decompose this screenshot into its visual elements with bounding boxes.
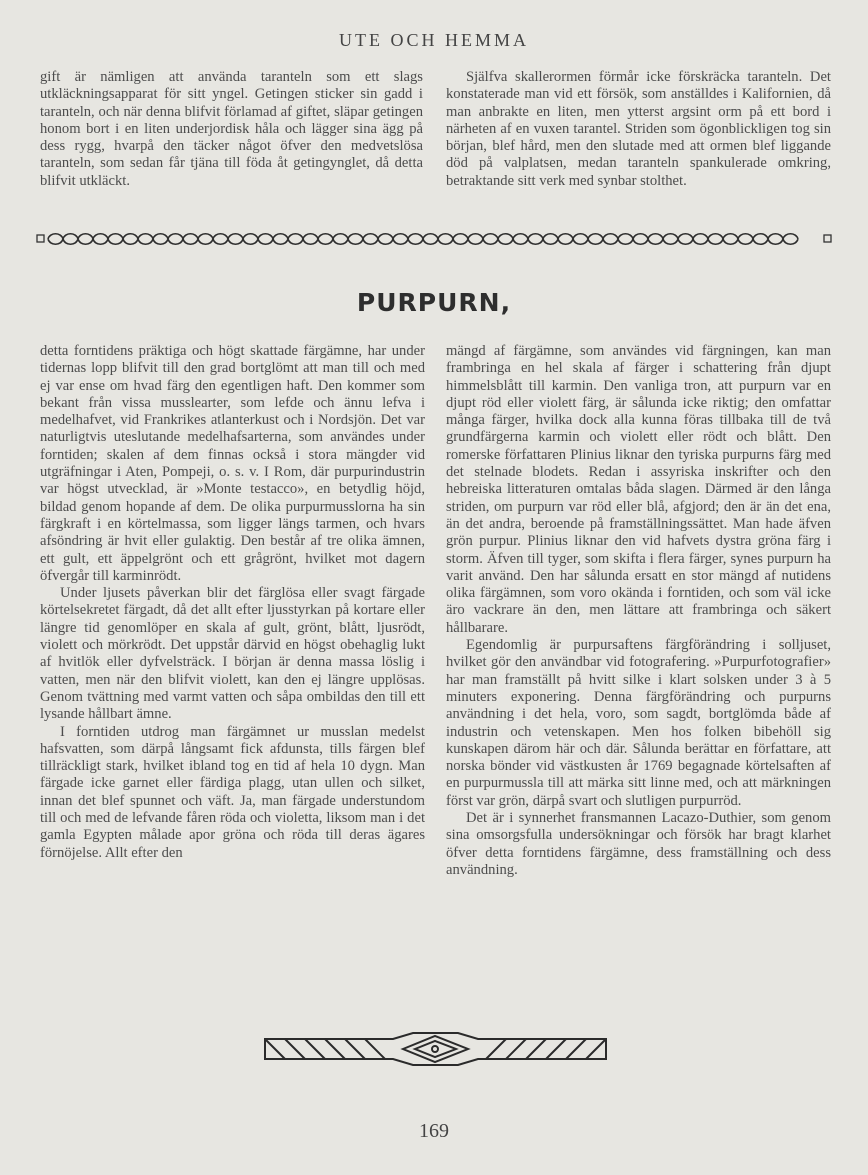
article-paragraph: mängd af färgämne, som användes vid färgningen, kan man frambringa en hel skala af färger i schattering från djupt himmelsblått till karmin. Den vanliga tron, att purpurn var en djupt röd eller violett färg, är sålunda icke riktig; den omfattar många färger, hvilka dock alla kunna föras tillbaka till de två grundfärgerna karmin och violett eller rödt och blått. Den romerske författaren Plinius liknar den tyriska purpurns färg med det stelnade blodets. Redan i assyriska inskrifter och den hebreiska litteraturen omtalas båda slagen. Därmed är den långa striden, om purpurn var röd eller blå, afgjord; den är än det ena, än det andra, beroende på framställningssättet. Man hade äfven grön purpur. Plinius liknar den vid hafvets dystra gröna färg i storm. Äfven till tyger, som skifta i flera färger, synes purpurn ha varit använd. Den har sålunda ersatt en stor mängd af nutidens olika färgämnen, som voro okända i forntiden, och som väl icke äro vackrare än den, men lättare att frambringa och säkert hållbarare. <box>446 343 831 636</box>
page-number: 169 <box>419 1120 449 1142</box>
article-paragraph: I forntiden utdrog man färgämnet ur musslan medelst hafsvatten, som därpå långsamt fick afdunsta, tills färgen blef tillräckligt stark, hvilket ibland tog en tid af hela 10 dygn. Man färgade icke garnet eller färdiga plagg, utan ullen och silket, innan det blef spunnet och väft. Ja, man färgade understundom till och med de lefvande fåren röda och violetta, liksom man i det gamla Egypten målade apor gröna och röda till deras ägares förnöjelse. Allt efter den <box>40 723 425 861</box>
ornamental-divider <box>36 230 832 248</box>
previous-article-right-column <box>446 69 831 190</box>
article-paragraph: Det är i synnerhet fransmannen Lacazo-Duthier, som genom sina omsorgsfulla undersökningar och försök har bragt klarhet öfver detta forntidens färgämne, dess framställning och dess användning. <box>446 810 831 878</box>
end-ornament <box>263 1030 608 1068</box>
previous-article-left-column <box>40 69 423 190</box>
running-head: UTE OCH HEMMA <box>339 30 529 50</box>
article-left-column <box>40 343 425 862</box>
previous-article-paragraph: gift är nämligen att använda taranteln som ett slags utkläckningsapparat för sitt yngel. Getingen sticker sin gadd i taranteln, och när denna blifvit förlamad af giftet, släpar getingen honom bort i en liten underjordisk håla och lägger sina ägg på dess rygg, hvarpå den täcker något öfver den medvetslösa taranteln, som sedan får tjäna till föda åt getingynglet, då detta blifvit utkläckt. <box>40 69 423 189</box>
previous-article-paragraph: Själfva skallerormen förmår icke förskräcka taranteln. Det konstaterade man vid ett försök, som anställdes i Kalifornien, då man anbrakte en liten, men ytterst argsint orm på ett bord i närheten af en vuxen tarantel. Striden som ögonblickligen tog sin början, blef hård, men den slutade med att ormen blef liggande död på valplatsen, medan taranteln spankulerade omkring, betraktande sitt verk med synbar stolthet. <box>446 69 831 189</box>
article-paragraph: Egendomlig är purpursaftens färgförändring i solljuset, hvilket gör den användbar vid fotografering. »Purpurfotografier» har man framställt på hvitt silke i klart solsken under 3 à 5 minuters exponering. Denna färgförändring och purpurns användning i det hela, voro, som sagdt, bortglömda både af industrin och vetenskapen. Men hos folken bibehöll sig kunskapen därom här och där. Sålunda berättar en författare, att norska bönder vid västkusten år 1769 begagnade körtelsaften af en purpurmussla till att märka sitt linne med, och att märkningen först var grön, därpå svart och slutligen purpurröd. <box>446 637 831 809</box>
article-title: PURPURN, <box>356 288 512 317</box>
article-paragraph: Under ljusets påverkan blir det färglösa eller svagt färgade körtelsekretet färgadt, då det allt efter ljusstyrkan på kortare eller längre tid genomlöper en skala af gult, grönt, blått, ljusrödt, violett och mörkrödt. Det uppstår därvid en högst obehaglig lukt af hvitlök eller dyfvelsträck. I början är denna massa löslig i vatten, men när den blifvit violett, kan den ej längre upplösas. Genom tvättning med varmt vatten och såpa ombildas den till ett lysande hållbart ämne. <box>40 585 425 723</box>
article-paragraph: detta forntidens präktiga och högt skattade färgämne, har under tidernas lopp blifvit till den grad bortglömt att man till och med ej var ense om hvad färg den egentligen haft. Den kommer som bekant från vissa musslearter, som lefde och ännu lefva i medelhafvet, vid Frankrikes atlanterkust och i Nordsjön. Det var naturligtvis uteslutande medelhafsarterna, som användes under forntiden; skalen af dem finnas också i stora mängder vid utgräfningar i Aten, Pompeji, o. s. v. I Rom, där purpurindustrin var högst utvecklad, är »Monte testacco», en betydlig höjd, bildad genom hopande af dem. De olika purpurmusslorna ha sin färgkraft i en körtelmassa, som ligger längs tarmen, och hvars afsöndring är hvit eller gulaktig. Den består af tre olika ämnen, ett gult, ett äppelgrönt och ett grågrönt, hvilket mot dagern öfvergår till karminrödt. <box>40 343 425 584</box>
article-right-column <box>446 343 831 879</box>
